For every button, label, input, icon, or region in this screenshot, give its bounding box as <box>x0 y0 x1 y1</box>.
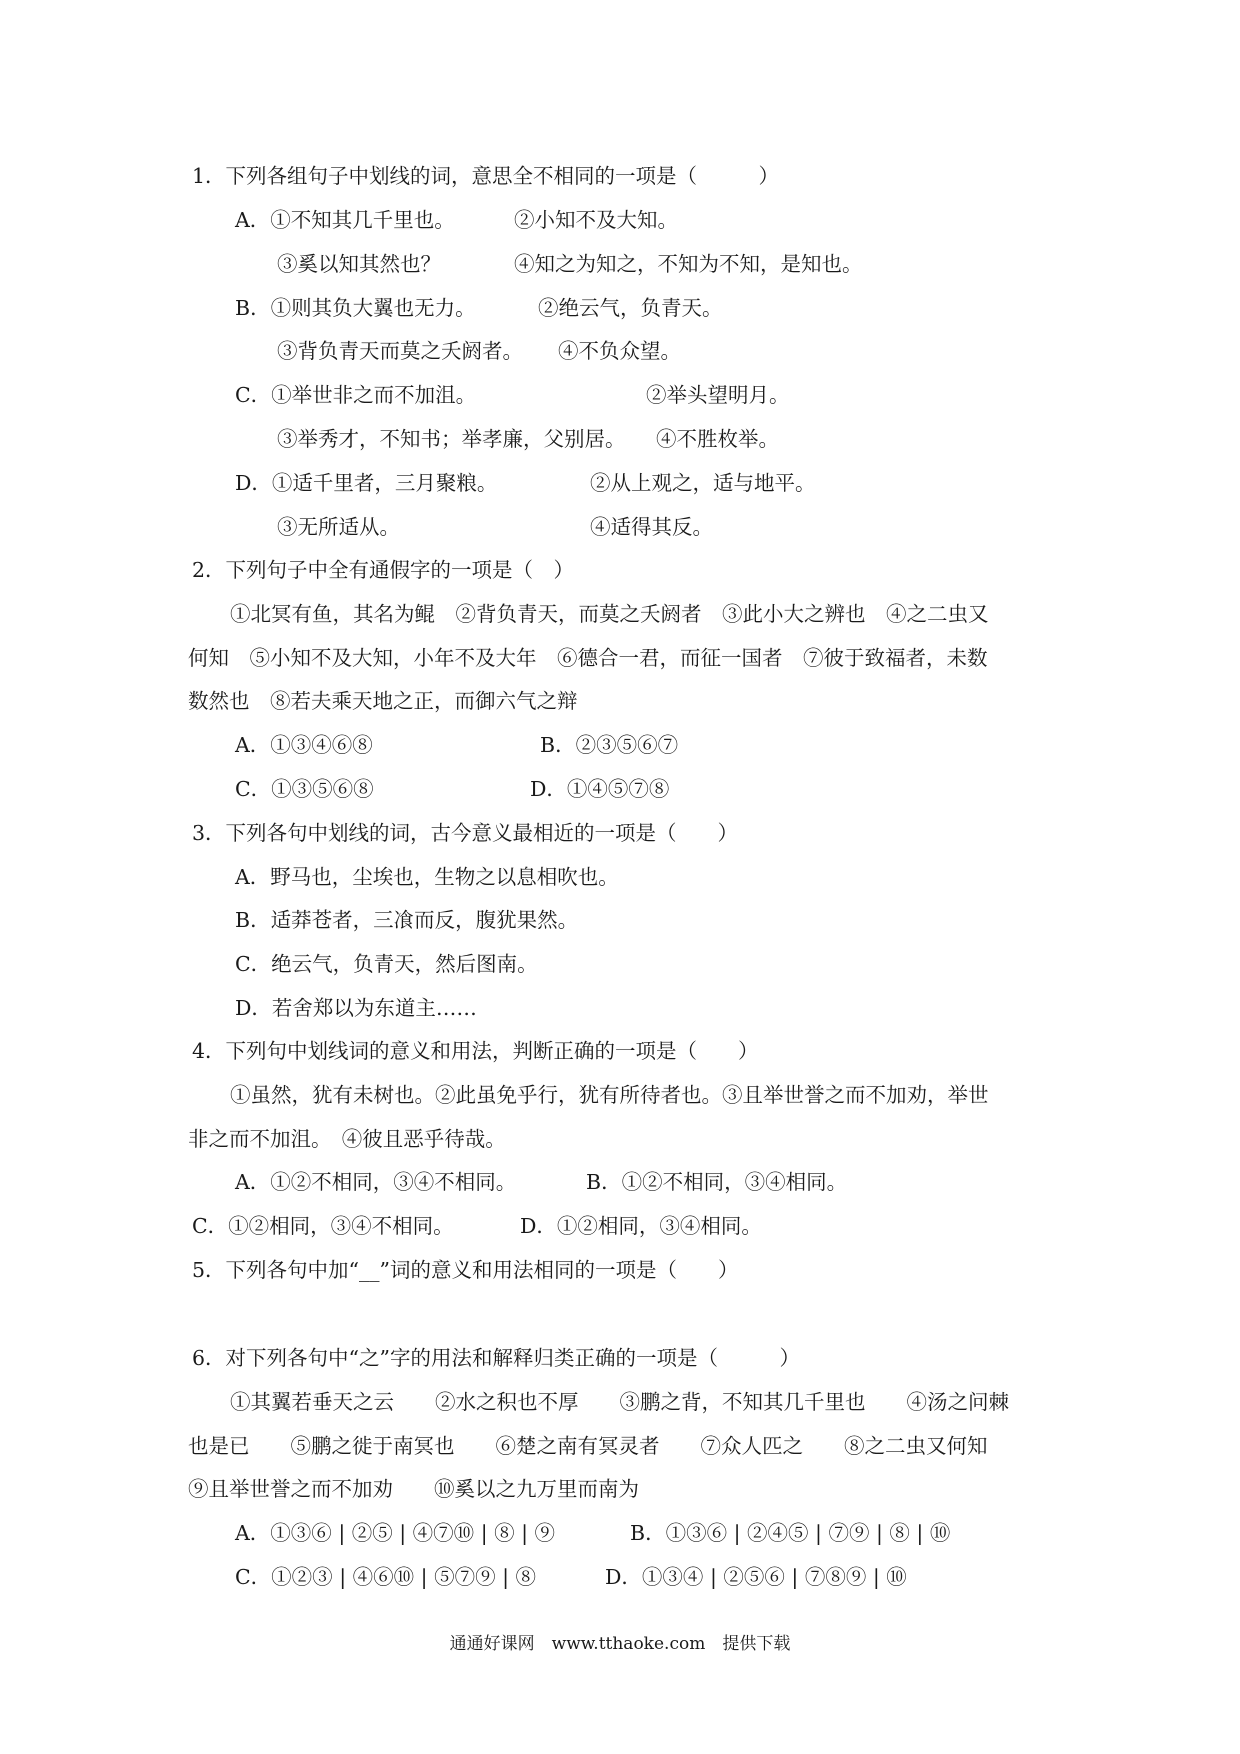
q6-text-line-1: ①其翼若垂天之云 ②水之积也不厚 ③鹏之背，不知其几千里也 ④汤之问棘 <box>230 1390 1009 1414</box>
q1-option-b-4: ④不负众望。 <box>558 339 681 363</box>
q3-option-d: D．若舍郑以为东道主…… <box>235 996 477 1020</box>
q6-option-c: C．①②③ | ④⑥⑩ | ⑤⑦⑨ | ⑧ <box>235 1565 537 1589</box>
q5-stem: 5．下列各句中加“__”词的意义和用法相同的一项是（ ） <box>192 1258 739 1282</box>
q2-option-d: D．①④⑤⑦⑧ <box>530 777 670 801</box>
q6-stem: 6．对下列各句中“之”字的用法和解释归类正确的一项是（ ） <box>192 1346 801 1370</box>
q2-text-line-3: 数然也 ⑧若夫乘天地之正，而御六气之辩 <box>188 689 578 713</box>
q2-text-line-2: 何知 ⑤小知不及大知，小年不及大年 ⑥德合一君，而征一国者 ⑦彼于致福者，未数 <box>188 646 988 670</box>
q1-option-d-3: ③无所适从。 <box>277 515 400 539</box>
q3-stem: 3．下列各句中划线的词，古今意义最相近的一项是（ ） <box>192 821 739 845</box>
q1-option-b-2: ②绝云气，负青天。 <box>538 296 723 320</box>
q1-stem: 1．下列各组句子中划线的词，意思全不相同的一项是（ ） <box>192 164 780 188</box>
q4-text-line-1: ①虽然，犹有未树也。②此虽免乎行，犹有所待者也。③且举世誉之而不加劝，举世 <box>230 1083 989 1107</box>
q6-text-line-2: 也是已 ⑤鹏之徙于南冥也 ⑥楚之南有冥灵者 ⑦众人匹之 ⑧之二虫又何知 <box>188 1434 988 1458</box>
q6-option-d: D．①③④ | ②⑤⑥ | ⑦⑧⑨ | ⑩ <box>605 1565 907 1589</box>
q1-option-d-4: ④适得其反。 <box>590 515 713 539</box>
q1-option-c-3: ③举秀才，不知书；举孝廉，父别居。 <box>277 427 626 451</box>
q2-option-b: B．②③⑤⑥⑦ <box>540 733 679 757</box>
q1-option-a-3: ③奚以知其然也？ <box>277 252 441 276</box>
q1-option-c-1: C．①举世非之而不加沮。 <box>235 383 477 407</box>
q3-option-b: B．适莽苍者，三飡而反，腹犹果然。 <box>235 908 579 932</box>
q2-stem: 2．下列句子中全有通假字的一项是（ ） <box>192 558 575 582</box>
q6-option-b: B．①③⑥ | ②④⑤ | ⑦⑨ | ⑧ | ⑩ <box>630 1521 951 1545</box>
q2-option-a: A．①③④⑥⑧ <box>235 733 373 757</box>
q1-option-c-4: ④不胜枚举。 <box>656 427 779 451</box>
q4-stem: 4．下列句中划线词的意义和用法，判断正确的一项是（ ） <box>192 1039 759 1063</box>
q1-option-a-1: A．①不知其几千里也。 <box>235 208 455 232</box>
q6-option-a: A．①③⑥ | ②⑤ | ④⑦⑩ | ⑧ | ⑨ <box>235 1521 556 1545</box>
q1-option-d-1: D．①适千里者，三月聚粮。 <box>235 471 498 495</box>
q4-option-d: D．①②相同，③④相同。 <box>520 1214 762 1238</box>
q6-text-line-3: ⑨且举世誉之而不加劝 ⑩奚以之九万里而南为 <box>188 1477 639 1501</box>
q2-text-line-1: ①北冥有鱼，其名为鲲 ②背负青天，而莫之夭阏者 ③此小大之辨也 ④之二虫又 <box>230 602 989 626</box>
q1-option-a-2: ②小知不及大知。 <box>514 208 678 232</box>
q2-option-c: C．①③⑤⑥⑧ <box>235 777 374 801</box>
q4-option-a: A．①②不相同，③④不相同。 <box>235 1170 517 1194</box>
q1-option-c-2: ②举头望明月。 <box>646 383 790 407</box>
q4-text-line-2: 非之而不加沮。 ④彼且恶乎待哉。 <box>188 1127 506 1151</box>
page-footer: 通通好课网 www.tthaoke.com 提供下载 <box>449 1634 791 1654</box>
q1-option-a-4: ④知之为知之，不知为不知，是知也。 <box>514 252 863 276</box>
q3-option-a: A．野马也，尘埃也，生物之以息相吹也。 <box>235 865 619 889</box>
q1-option-b-1: B．①则其负大翼也无力。 <box>235 296 476 320</box>
q3-option-c: C．绝云气，负青天，然后图南。 <box>235 952 538 976</box>
q1-option-d-2: ②从上观之，适与地平。 <box>590 471 816 495</box>
q4-option-c: C．①②相同，③④不相同。 <box>192 1214 454 1238</box>
q4-option-b: B．①②不相同，③④相同。 <box>586 1170 848 1194</box>
q1-option-b-3: ③背负青天而莫之夭阏者。 <box>277 339 523 363</box>
